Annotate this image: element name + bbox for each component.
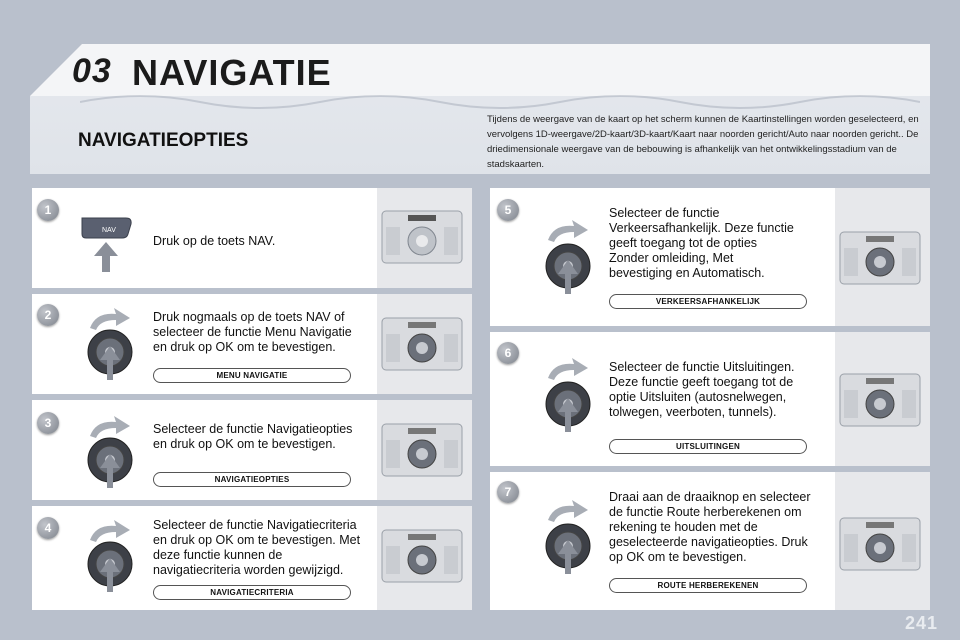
navigatieopties-pill[interactable]: NAVIGATIEOPTIES [153,472,351,487]
step-text-5: Selecteer de functie Verkeersafhankelijk. Deze functie geeft toegang tot de opties Zonder omleiding, Met bevestiging en Automatisch. [609,206,794,280]
step-text-1: Druk op de toets NAV. [153,234,276,248]
menu-navigatie-pill[interactable]: MENU NAVIGATIE [153,368,351,383]
radio-device-icon [380,205,464,267]
route-herberekenen-pill[interactable]: ROUTE HERBEREKENEN [609,578,807,593]
nav-button-icon[interactable] [76,212,136,274]
step-badge-7: 7 [497,481,519,503]
radio-device-icon [838,226,922,288]
radio-device-icon [838,368,922,430]
chapter-number: 03 [72,52,112,90]
step-badge-6: 6 [497,342,519,364]
step-badge-1: 1 [37,199,59,221]
decorative-swirl [80,90,920,110]
chapter-title: NAVIGATIE [132,52,332,93]
rotary-knob-icon[interactable] [536,500,598,576]
rotary-knob-icon[interactable] [78,520,140,594]
nav-button-label: NAV [102,227,116,234]
radio-device-icon [380,418,464,480]
intro-text: Tijdens de weergave van de kaart op het scherm kunnen de Kaartinstellingen worden geselecteerd, en vervolgens 1D-weergave/2D-kaart/3D-kaart/Kaart naar noorden gericht/Auto naar noorden gericht.. De driedimensionale weergave van de bebouwing is afhankelijk van het ontwikkelingsstadium van de stadskaarten. [487,114,919,170]
page-number: 241 [904,613,938,633]
step-text-7: Draai aan de draaiknop en selecteer de functie Route herberekenen om rekening te houden met de geselecteerde navigatieopties. Druk op OK om te bevestigen. [609,490,811,564]
step-text-6: Selecteer de functie Uitsluitingen. Deze functie geeft toegang tot de optie Uitsluiten (autosnelwegen, tolwegen, veerboten, tunnels). [609,360,795,419]
radio-device-icon [380,524,464,586]
rotary-knob-icon[interactable] [536,220,598,296]
navigatiecriteria-pill[interactable]: NAVIGATIECRITERIA [153,585,351,600]
radio-device-icon [380,312,464,374]
rotary-knob-icon[interactable] [78,308,140,382]
verkeersafhankelijk-pill[interactable]: VERKEERSAFHANKELIJK [609,294,807,309]
section-title: NAVIGATIEOPTIES [78,130,249,151]
step-badge-2: 2 [37,304,59,326]
radio-device-icon [838,512,922,574]
step-badge-4: 4 [37,517,59,539]
step-badge-3: 3 [37,412,59,434]
step-text-3: Selecteer de functie Navigatieopties en druk op OK om te bevestigen. [153,422,353,451]
rotary-knob-icon[interactable] [78,416,140,490]
step-text-2: Druk nogmaals op de toets NAV of selecteer de functie Menu Navigatie en druk op OK om te bevestigen. [153,310,352,354]
rotary-knob-icon[interactable] [536,358,598,434]
uitsluitingen-pill[interactable]: UITSLUITINGEN [609,439,807,454]
step-text-4: Selecteer de functie Navigatiecriteria en druk op OK om te bevestigen. Met deze functie kunnen de navigatiecriteria worden gewijzigd. [153,518,361,577]
step-badge-5: 5 [497,199,519,221]
